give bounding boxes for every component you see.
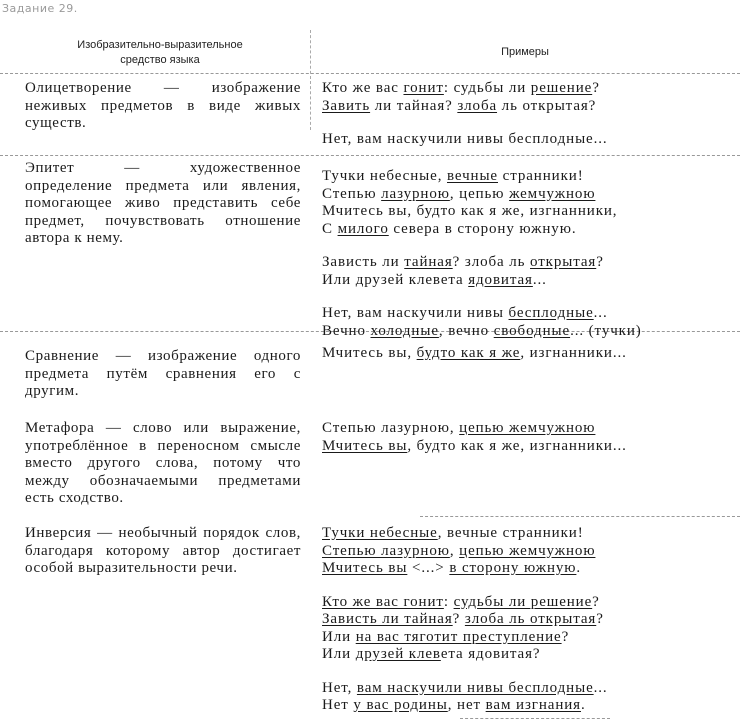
examples — [322, 345, 722, 379]
text-fragment: , вечно — [438, 322, 494, 339]
examples — [322, 525, 722, 727]
underlined-fragment: судьбы ли решение — [453, 593, 593, 610]
text-fragment: Кто же вас — [322, 80, 404, 96]
device-definition: Сравнение — изображение одного предмета путём сравнения его с другим. — [25, 348, 301, 399]
example-line — [322, 168, 722, 186]
text-fragment: ета ядовитая? — [440, 646, 541, 662]
text-fragment: ... — [593, 305, 608, 321]
text-fragment: Мчитесь вы, — [322, 345, 417, 361]
example-line — [322, 697, 722, 715]
example-stanza — [322, 420, 722, 455]
column-header-device — [40, 38, 280, 68]
text-fragment: , вечные странники! — [437, 525, 584, 541]
underlined-fragment: лазурною — [381, 185, 450, 202]
example-stanza — [322, 254, 722, 289]
examples — [322, 420, 722, 471]
underlined-fragment: жемчужною — [509, 185, 596, 202]
example-line — [322, 254, 722, 272]
example-line — [322, 543, 722, 561]
text-fragment: , изгнанники... — [520, 345, 627, 361]
text-fragment: Нет, — [322, 679, 357, 696]
underlined-fragment: милого — [337, 220, 389, 237]
examples — [322, 80, 722, 165]
text-fragment: ? — [596, 611, 604, 627]
text-fragment: ... (тучки) — [570, 322, 642, 339]
text-fragment: С — [322, 220, 338, 237]
example-line — [322, 611, 722, 629]
text-fragment: : — [443, 593, 454, 610]
text-fragment: , будто как я же, изгнанники... — [407, 437, 627, 454]
example-line — [322, 305, 722, 323]
text-fragment: , нет — [447, 697, 486, 713]
divider — [420, 516, 740, 517]
underlined-fragment: решение — [530, 80, 593, 96]
example-line — [322, 131, 722, 149]
example-stanza — [322, 305, 722, 340]
underlined-fragment: цепью жемчужною — [459, 542, 596, 559]
device-definition: Эпитет — художественное определение предмета или явления, помогающее живо представить себе предмет, почувствовать отношение автора к нему. — [25, 160, 301, 246]
text-fragment: , цепью — [449, 185, 510, 202]
example-line — [322, 420, 722, 438]
text-fragment: ли тайная? — [370, 97, 458, 114]
text-fragment: Мчитесь вы, будто как я же, изгнанники, — [322, 203, 618, 219]
underlined-fragment: Степью лазурною — [322, 542, 450, 559]
example-stanza — [322, 168, 722, 238]
underlined-fragment: тайная — [404, 254, 453, 270]
device-definition: Олицетворение — изображение неживых предметов в виде живых существ. — [25, 80, 301, 131]
underlined-fragment: злоба ль открытая — [464, 611, 597, 627]
underlined-fragment: Зависть ли тайная — [322, 611, 453, 627]
text-fragment: ? — [592, 593, 600, 610]
underlined-fragment: холодные — [370, 322, 439, 339]
text-fragment: Нет, вам наскучили нивы — [322, 305, 509, 321]
text-fragment: ... — [532, 271, 547, 288]
underlined-fragment: вам наскучили нивы бесплодные — [356, 679, 594, 696]
underlined-fragment: гонит — [403, 80, 444, 96]
text-fragment: Степью — [322, 185, 382, 202]
example-line — [322, 560, 722, 578]
text-fragment: Или друзей клевета — [322, 271, 469, 288]
example-stanza — [322, 80, 722, 115]
examples — [322, 168, 722, 356]
text-fragment: Тучки небесные, — [322, 168, 447, 184]
text-fragment: : судьбы ли — [443, 80, 531, 96]
text-fragment: Вечно — [322, 322, 371, 339]
underlined-fragment: Мчитесь вы — [322, 560, 408, 576]
example-stanza — [322, 680, 722, 715]
task-title: Задание 29. — [2, 2, 78, 15]
text-fragment: севера в сторону южную. — [388, 220, 577, 237]
text-fragment: ? — [561, 628, 570, 645]
text-fragment: <...> — [407, 560, 450, 576]
underlined-fragment: ядовитая — [468, 271, 533, 288]
underlined-fragment: у вас родины — [353, 697, 448, 713]
example-stanza — [322, 131, 722, 149]
underlined-fragment: на вас тяготит преступление — [355, 628, 562, 645]
divider — [0, 73, 740, 74]
text-fragment: Или — [322, 646, 356, 662]
example-line — [322, 272, 722, 290]
underlined-fragment: в сторону южную — [449, 560, 577, 576]
underlined-fragment: открытая — [530, 254, 597, 270]
column-header-examples: Примеры — [501, 46, 549, 58]
underlined-fragment: друзей клев — [355, 646, 441, 662]
underlined-fragment: Мчитесь вы — [322, 437, 408, 454]
device-definition: Инверсия — необычный порядок слов, благодаря которому автор достигает особой выразительности речи. — [25, 525, 301, 576]
text-fragment: ? — [452, 611, 465, 627]
text-fragment: Нет — [322, 697, 354, 713]
device-definition: Метафора — слово или выражение, употреблённое в переносном смысле вместо другого слова, потому что между обозначаемыми предметами есть сходство. — [25, 420, 301, 506]
text-fragment: Зависть ли — [322, 254, 405, 270]
underlined-fragment: злоба — [457, 97, 498, 114]
example-line — [322, 221, 722, 239]
example-line — [322, 203, 722, 221]
example-line — [322, 594, 722, 612]
example-line — [322, 646, 722, 664]
text-fragment: Степью лазурною, — [322, 420, 460, 436]
text-fragment: , — [449, 542, 460, 559]
underlined-fragment: вам изгнания — [485, 697, 581, 713]
example-stanza — [322, 345, 722, 363]
example-line — [322, 345, 722, 363]
text-fragment: странники! — [498, 168, 584, 184]
text-fragment: . — [580, 697, 586, 713]
header-line-1: Изобразительно-выразительное — [77, 39, 243, 51]
header-line-2: средство языка — [120, 54, 200, 66]
text-fragment: Нет, вам наскучили нивы бесплодные... — [322, 131, 608, 147]
underlined-fragment: цепью жемчужною — [459, 420, 596, 436]
example-line — [322, 629, 722, 647]
underlined-fragment: Кто же вас гонит — [322, 593, 444, 610]
text-fragment: ль открытая? — [497, 97, 597, 114]
example-line — [322, 438, 722, 456]
example-line — [322, 186, 722, 204]
underlined-fragment: свободные — [493, 322, 571, 339]
example-line — [322, 80, 722, 98]
underlined-fragment: вечные — [447, 168, 498, 184]
example-stanza — [322, 594, 722, 664]
example-line — [322, 98, 722, 116]
example-line — [322, 680, 722, 698]
text-fragment: . — [576, 560, 582, 576]
underlined-fragment: бесплодные — [508, 305, 594, 321]
example-stanza — [322, 525, 722, 578]
text-fragment: ? злоба ль — [452, 254, 531, 270]
text-fragment: ? — [592, 80, 600, 96]
example-line — [322, 323, 722, 341]
example-line — [322, 525, 722, 543]
underlined-fragment: будто как я же — [416, 345, 521, 361]
text-fragment: ... — [593, 679, 608, 696]
text-fragment: ? — [596, 254, 604, 270]
underlined-fragment: Тучки небесные — [322, 525, 438, 541]
column-divider — [310, 30, 311, 130]
text-fragment: Или — [322, 628, 356, 645]
underlined-fragment: Завить — [322, 97, 371, 114]
